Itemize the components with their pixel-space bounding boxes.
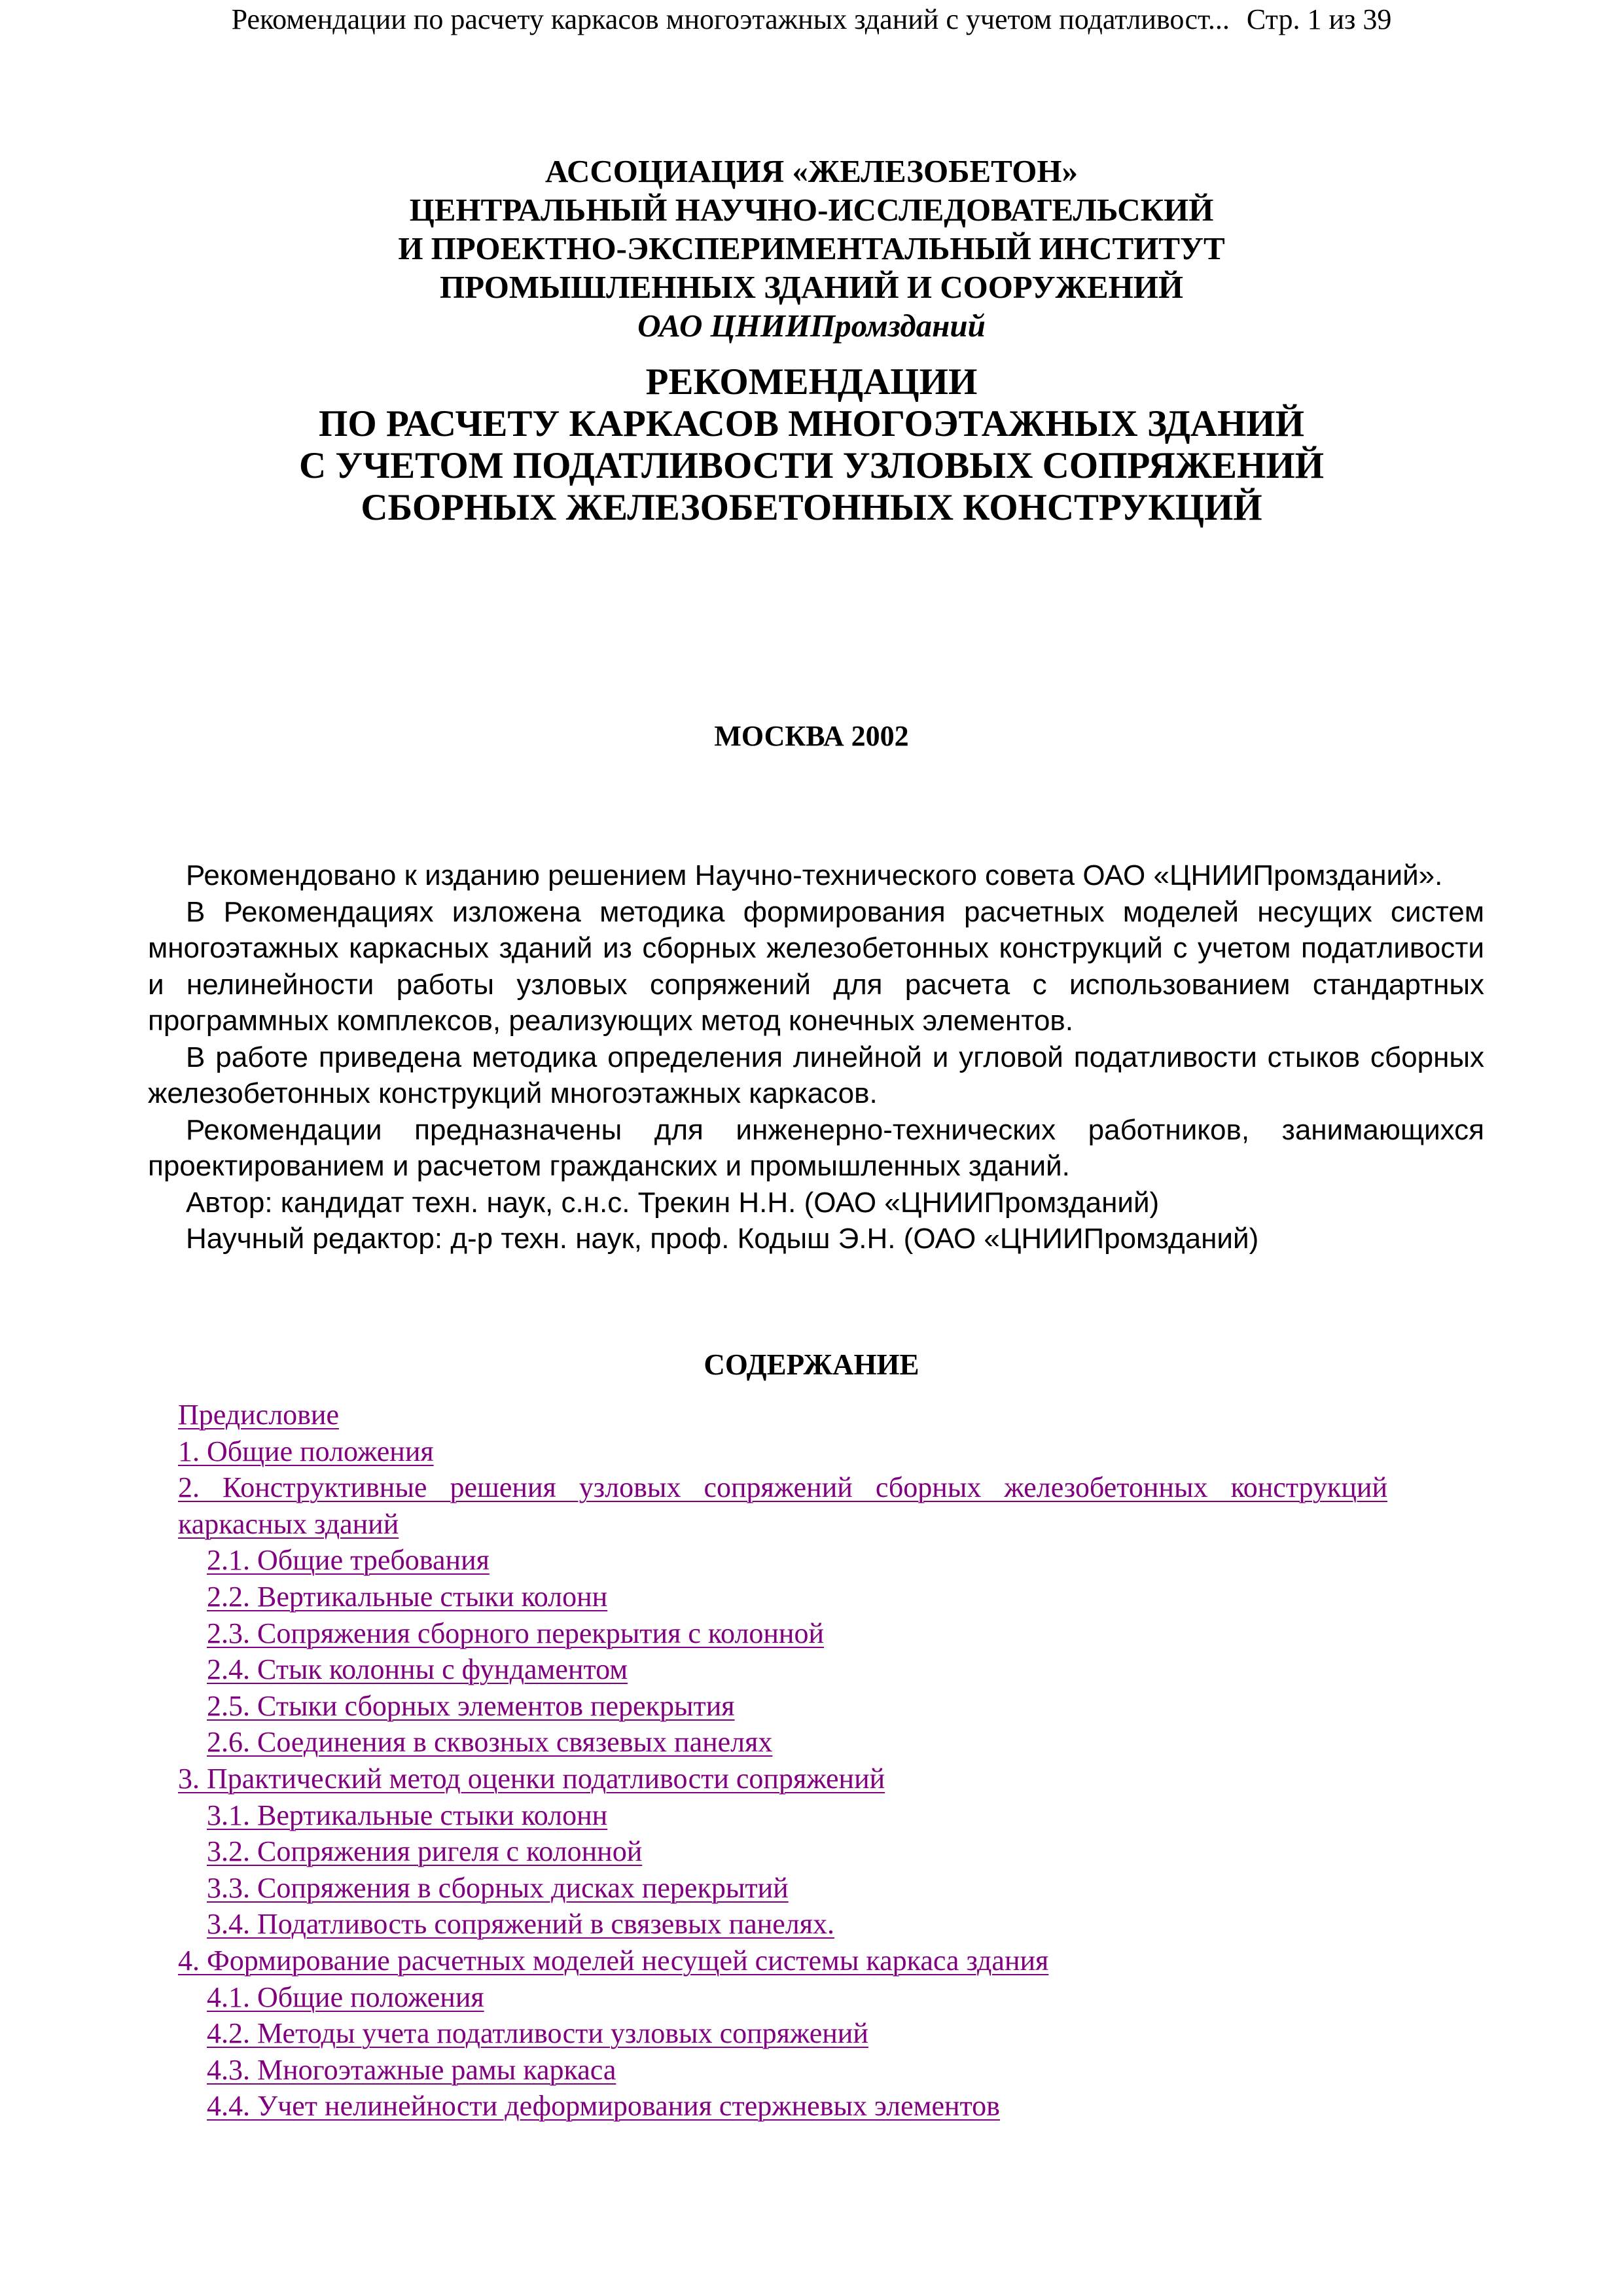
toc-heading: СОДЕРЖАНИЕ	[704, 1348, 919, 1381]
abstract-author: Автор: кандидат техн. наук, с.н.с. Трекин Н.Н. (ОАО «ЦНИИПромзданий)	[186, 1186, 1160, 1219]
header-doc-title: Рекомендации по расчету каркасов многоэтажных зданий с учетом податливост...	[231, 3, 1230, 35]
toc-link-3-2[interactable]: 3.2. Сопряжения ригеля с колонной	[207, 1835, 643, 1868]
abstract-methodology: В работе приведена методика определения линейной и угловой податливости стыков сборных железобетонных конструкций многоэтажных каркасов.	[148, 1041, 1484, 1109]
toc-link-3[interactable]: 3. Практический метод оценки податливости сопряжений	[178, 1762, 885, 1795]
toc-link-3-1[interactable]: 3.1. Вертикальные стыки колонн	[207, 1799, 608, 1831]
toc-link-2-6[interactable]: 2.6. Соединения в сквозных связевых панелях	[207, 1726, 773, 1759]
org-line-institute-2: И ПРОЕКТНО-ЭКСПЕРИМЕНТАЛЬНЫЙ ИНСТИТУТ	[398, 230, 1225, 266]
toc-link-2[interactable]: 2. Конструктивные решения узловых сопряжений сборных железобетонных конструкций каркасных зданий	[178, 1471, 1387, 1540]
toc-link-2-1[interactable]: 2.1. Общие требования	[207, 1544, 490, 1577]
toc-link-2-4[interactable]: 2.4. Стык колонны с фундаментом	[207, 1653, 628, 1686]
abstract-description: В Рекомендациях изложена методика формирования расчетных моделей несущих систем многоэтажных каркасных зданий из сборных железобетонных конструкций с учетом податливости и нелинейности работы узловых сопряжений для расчета с использованием стандартных программных комплексов, реализующих метод конечных элементов.	[148, 895, 1484, 1037]
title-line-2: ПО РАСЧЕТУ КАРКАСОВ МНОГОЭТАЖНЫХ ЗДАНИЙ	[319, 403, 1304, 444]
title-line-1: РЕКОМЕНДАЦИИ	[645, 361, 978, 403]
toc-link-2-5[interactable]: 2.5. Стыки сборных элементов перекрытия	[207, 1689, 735, 1722]
toc-link-3-4[interactable]: 3.4. Податливость сопряжений в связевых панелях.	[207, 1908, 834, 1941]
toc-link-1[interactable]: 1. Общие положения	[178, 1435, 434, 1467]
org-line-association: АССОЦИАЦИЯ «ЖЕЛЕЗОБЕТОН»	[545, 153, 1078, 189]
toc-link-4-1[interactable]: 4.1. Общие положения	[207, 1981, 484, 2013]
toc-link-4-2[interactable]: 4.2. Методы учета податливости узловых сопряжений	[207, 2017, 868, 2050]
title-line-3: С УЧЕТОМ ПОДАТЛИВОСТИ УЗЛОВЫХ СОПРЯЖЕНИЙ	[299, 445, 1324, 486]
toc-link-2-2[interactable]: 2.2. Вертикальные стыки колонн	[207, 1580, 608, 1613]
abstract	[148, 857, 1484, 1257]
abstract-audience: Рекомендации предназначены для инженерно-технических работников, занимающихся проектированием и расчетом гражданских и промышленных зданий.	[148, 1113, 1484, 1182]
org-line-institute-1: ЦЕНТРАЛЬНЫЙ НАУЧНО-ИССЛЕДОВАТЕЛЬСКИЙ	[409, 192, 1214, 228]
toc-link-preface[interactable]: Предисловие	[178, 1399, 339, 1431]
header-page-label: Стр. 1 из 39	[1246, 3, 1392, 35]
org-line-short-name: ОАО ЦНИИПромзданий	[637, 308, 986, 344]
org-line-institute-3: ПРОМЫШЛЕННЫХ ЗДАНИЙ И СООРУЖЕНИЙ	[440, 269, 1183, 305]
toc-link-4[interactable]: 4. Формирование расчетных моделей несущей системы каркаса здания	[178, 1944, 1049, 1977]
page-header	[0, 0, 1623, 39]
abstract-editor: Научный редактор: д-р техн. наук, проф. Кодыш Э.Н. (ОАО «ЦНИИПромзданий)	[186, 1223, 1259, 1255]
organization-block	[0, 152, 1623, 345]
toc-link-2-3[interactable]: 2.3. Сопряжения сборного перекрытия с колонной	[207, 1617, 825, 1649]
title-line-4: СБОРНЫХ ЖЕЛЕЗОБЕТОННЫХ КОНСТРУКЦИЙ	[361, 487, 1262, 528]
table-of-contents	[178, 1397, 1387, 2125]
toc-link-4-4[interactable]: 4.4. Учет нелинейности деформирования стержневых элементов	[207, 2090, 1000, 2123]
document-title	[0, 361, 1623, 529]
abstract-recommended: Рекомендовано к изданию решением Научно-технического совета ОАО «ЦНИИПромзданий».	[186, 859, 1443, 891]
city-year: МОСКВА 2002	[714, 720, 909, 752]
toc-link-3-3[interactable]: 3.3. Сопряжения в сборных дисках перекрытий	[207, 1871, 789, 1904]
toc-link-4-3[interactable]: 4.3. Многоэтажные рамы каркаса	[207, 2053, 616, 2086]
